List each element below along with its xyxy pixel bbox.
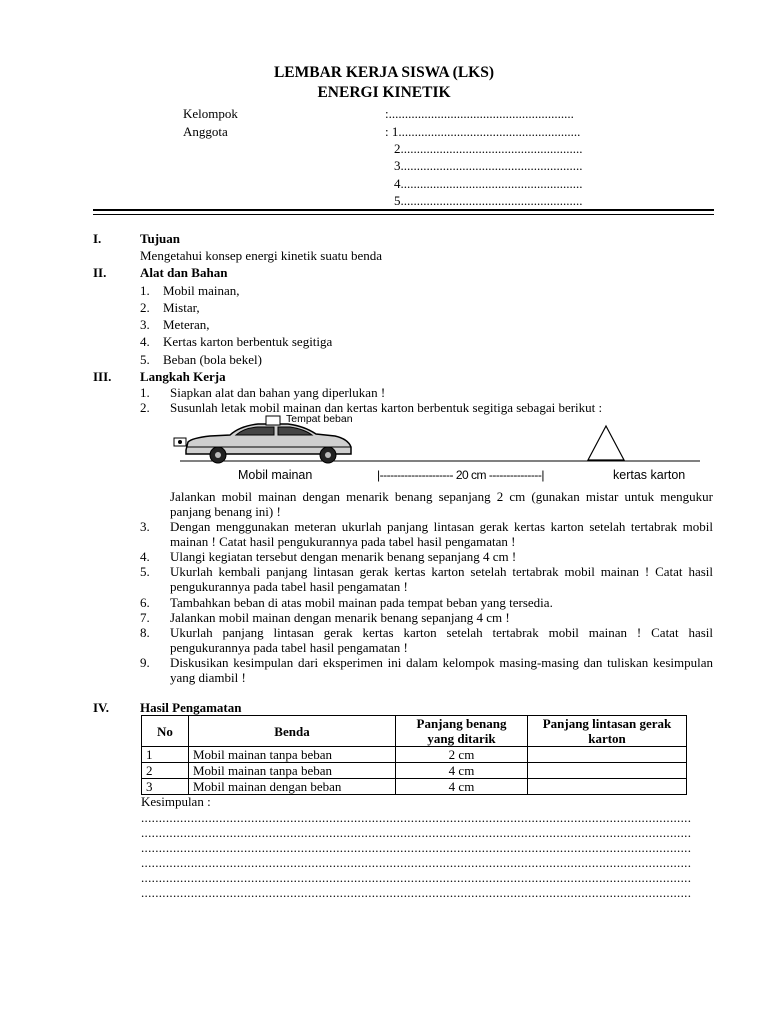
list-item-number: 5. — [140, 352, 150, 367]
anggota-field-1[interactable]: : 1........................................................ — [385, 124, 581, 139]
tempat-beban-label: Tempat beban — [286, 413, 353, 425]
cell-no: 1 — [142, 747, 189, 763]
step-number: 5. — [140, 564, 150, 579]
kesimpulan-line-5[interactable]: ........................................................................................................................................................... — [141, 871, 692, 885]
list-item-number: 3. — [140, 317, 150, 332]
list-item: Kertas karton berbentuk segitiga — [163, 334, 333, 349]
section-2-title: Alat dan Bahan — [140, 265, 228, 280]
kesimpulan-line-1[interactable]: ........................................................................................................................................................... — [141, 811, 692, 825]
kesimpulan-line-2[interactable]: ........................................................................................................................................................... — [141, 826, 692, 840]
cell-benda: Mobil mainan tanpa beban — [189, 747, 396, 763]
anggota-field-5[interactable]: 5........................................................ — [394, 193, 583, 208]
section-1-title: Tujuan — [140, 231, 180, 246]
kesimpulan-line-6[interactable]: ........................................................................................................................................................... — [141, 886, 692, 900]
step-number: 1. — [140, 385, 150, 400]
step-text: Diskusikan kesimpulan dari eksperimen ini dalam kelompok masing-masing dan tuliskan kesimpulan yang diambil ! — [170, 655, 713, 685]
cell-lintasan[interactable] — [528, 747, 687, 763]
list-item-number: 2. — [140, 300, 150, 315]
step-2-continuation: Jalankan mobil mainan dengan menarik benang sepanjang 2 cm (gunakan mistar untuk mengukur panjang benang ini) ! — [170, 489, 713, 519]
kelompok-field[interactable]: :......................................................... — [385, 106, 574, 121]
step-text: Dengan menggunakan meteran ukurlah panjang lintasan gerak kertas karton setelah tertabrak mobil mainan ! Catat hasil pengukurannya pada tabel hasil pengamatan ! — [170, 519, 713, 549]
anggota-field-2[interactable]: 2........................................................ — [394, 141, 583, 156]
observation-table — [141, 715, 687, 795]
list-item: Meteran, — [163, 317, 210, 332]
kertas-karton-label: kertas karton — [613, 468, 686, 482]
section-3-number: III. — [93, 369, 112, 384]
step-number: 6. — [140, 595, 150, 610]
step-number: 4. — [140, 549, 150, 564]
header-divider-thin — [93, 214, 714, 215]
kesimpulan-label: Kesimpulan : — [141, 794, 211, 809]
cell-panjang: 4 cm — [396, 763, 528, 779]
anggota-field-4[interactable]: 4........................................................ — [394, 176, 583, 191]
mobil-mainan-label: Mobil mainan — [238, 468, 313, 482]
step-number: 8. — [140, 625, 150, 640]
list-item: Mobil mainan, — [163, 283, 240, 298]
step-text: Susunlah letak mobil mainan dan kertas karton berbentuk segitiga sebagai berikut : — [170, 400, 603, 415]
table-header-row — [142, 716, 687, 747]
header-benda: Benda — [189, 716, 396, 747]
kesimpulan-line-4[interactable]: ........................................................................................................................................................... — [141, 856, 692, 870]
cell-no: 2 — [142, 763, 189, 779]
step-text: Ulangi kegiatan tersebut dengan menarik benang sepanjang 4 cm ! — [170, 549, 517, 564]
list-item: Beban (bola bekel) — [163, 352, 262, 367]
header-divider-thick — [93, 209, 714, 211]
step-text: Tambahkan beban di atas mobil mainan pada tempat beban yang tersedia. — [170, 595, 553, 610]
cell-panjang: 2 cm — [396, 747, 528, 763]
distance-label: |--------------------- 20 cm ---------------| — [377, 468, 544, 482]
section-4-title: Hasil Pengamatan — [140, 700, 242, 715]
cell-benda: Mobil mainan tanpa beban — [189, 763, 396, 779]
step-text: Jalankan mobil mainan dengan menarik benang sepanjang 4 cm ! — [170, 610, 510, 625]
table-row — [142, 763, 687, 779]
kesimpulan-line-3[interactable]: ........................................................................................................................................................... — [141, 841, 692, 855]
section-2-number: II. — [93, 265, 107, 280]
section-3-title: Langkah Kerja — [140, 369, 226, 384]
step-text: Ukurlah panjang lintasan gerak kertas karton setelah tertabrak mobil mainan ! Catat hasil pengukurannya pada tabel hasil pengamatan ! — [170, 625, 713, 655]
section-4-number: IV. — [93, 700, 110, 715]
step-number: 3. — [140, 519, 150, 534]
cell-lintasan[interactable] — [528, 779, 687, 795]
cell-benda: Mobil mainan dengan beban — [189, 779, 396, 795]
anggota-field-3[interactable]: 3........................................................ — [394, 158, 583, 173]
header-panjang-benang: Panjang benang yang ditarik — [396, 716, 528, 747]
header-panjang-lintasan: Panjang lintasan gerak karton — [528, 716, 687, 747]
table-row — [142, 747, 687, 763]
section-1-number: I. — [93, 231, 102, 246]
list-item-number: 1. — [140, 283, 150, 298]
kelompok-label: Kelompok — [183, 106, 238, 121]
header-no: No — [142, 716, 189, 747]
step-number: 2. — [140, 400, 150, 415]
list-item: Mistar, — [163, 300, 200, 315]
list-item-number: 4. — [140, 334, 150, 349]
step-number: 9. — [140, 655, 150, 670]
cell-no: 3 — [142, 779, 189, 795]
anggota-label: Anggota — [183, 124, 228, 139]
triangle-karton-icon — [588, 426, 624, 460]
section-1-text: Mengetahui konsep energi kinetik suatu benda — [140, 248, 383, 263]
cell-panjang: 4 cm — [396, 779, 528, 795]
step-text: Ukurlah kembali panjang lintasan gerak kertas karton setelah tertabrak mobil mainan ! Catat hasil pengukurannya pada tabel hasil pengamatan ! — [170, 564, 713, 594]
step-text: Siapkan alat dan bahan yang diperlukan ! — [170, 385, 386, 400]
worksheet-title: LEMBAR KERJA SISWA (LKS) — [273, 64, 495, 81]
worksheet-subtitle: ENERGI KINETIK — [317, 84, 451, 101]
step-number: 7. — [140, 610, 150, 625]
cell-lintasan[interactable] — [528, 763, 687, 779]
table-row — [142, 779, 687, 795]
